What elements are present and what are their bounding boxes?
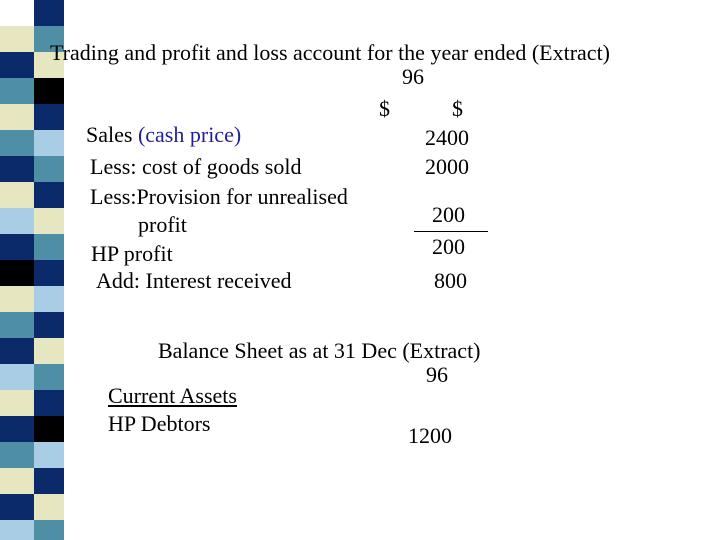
strip-block: [34, 234, 64, 260]
strip-block: [0, 390, 34, 416]
strip-block: [0, 364, 34, 390]
sales-label-prefix: Sales: [86, 122, 138, 147]
strip-block: [34, 130, 64, 156]
strip-block: [0, 260, 34, 286]
interest-label: Add: Interest received: [96, 268, 292, 293]
sales-label-suffix: (cash price): [137, 122, 242, 147]
strip-block: [0, 416, 34, 442]
decorative-side-strip: [0, 0, 64, 540]
hp-debtors-value: 1200: [408, 423, 452, 448]
strip-block: [34, 338, 64, 364]
strip-block: [34, 104, 64, 130]
strip-block: [34, 156, 64, 182]
strip-block: [0, 156, 34, 182]
strip-block: [0, 208, 34, 234]
strip-block: [34, 442, 64, 468]
balance-year: 96: [426, 362, 448, 387]
hp-profit-value: 200: [432, 234, 465, 259]
provision-label-line1: Less:Provision for unrealised: [90, 184, 348, 209]
strip-block: [34, 364, 64, 390]
provision-value: 200: [432, 202, 465, 227]
strip-block: [0, 286, 34, 312]
trading-title: Trading and profit and loss account for the year ended (Extract): [50, 40, 611, 65]
strip-block: [34, 286, 64, 312]
hp-profit-label: HP profit: [91, 241, 173, 266]
strip-block: [34, 0, 64, 26]
strip-block: [34, 312, 64, 338]
interest-value: 800: [434, 268, 467, 293]
current-assets-heading: Current Assets: [108, 383, 237, 408]
strip-block: [0, 182, 34, 208]
currency-header-col2: $: [452, 96, 463, 121]
strip-block: [34, 182, 64, 208]
sales-label: [86, 124, 241, 146]
strip-block: [34, 520, 64, 540]
strip-block: [34, 390, 64, 416]
currency-header-col1: $: [379, 96, 390, 121]
cogs-value: 2000: [425, 154, 469, 179]
strip-block: [0, 26, 34, 52]
strip-block: [0, 338, 34, 364]
strip-block: [0, 312, 34, 338]
strip-block: [34, 494, 64, 520]
cogs-label: Less: cost of goods sold: [90, 154, 302, 179]
strip-block: [34, 208, 64, 234]
hp-debtors-label: HP Debtors: [108, 411, 211, 436]
strip-block: [34, 468, 64, 494]
subtotal-rule: [414, 231, 488, 232]
strip-block: [0, 234, 34, 260]
trading-year: 96: [402, 64, 424, 89]
provision-label-line2: profit: [138, 212, 187, 237]
sales-value: 2400: [425, 125, 469, 150]
strip-block: [34, 78, 64, 104]
strip-block: [34, 260, 64, 286]
strip-block: [0, 520, 34, 540]
strip-block: [34, 416, 64, 442]
strip-block: [0, 52, 34, 78]
strip-block: [0, 442, 34, 468]
strip-block: [0, 130, 34, 156]
strip-block: [0, 104, 34, 130]
strip-block: [0, 78, 34, 104]
strip-block: [0, 494, 34, 520]
strip-block: [0, 468, 34, 494]
balance-title: Balance Sheet as at 31 Dec (Extract): [158, 338, 481, 363]
